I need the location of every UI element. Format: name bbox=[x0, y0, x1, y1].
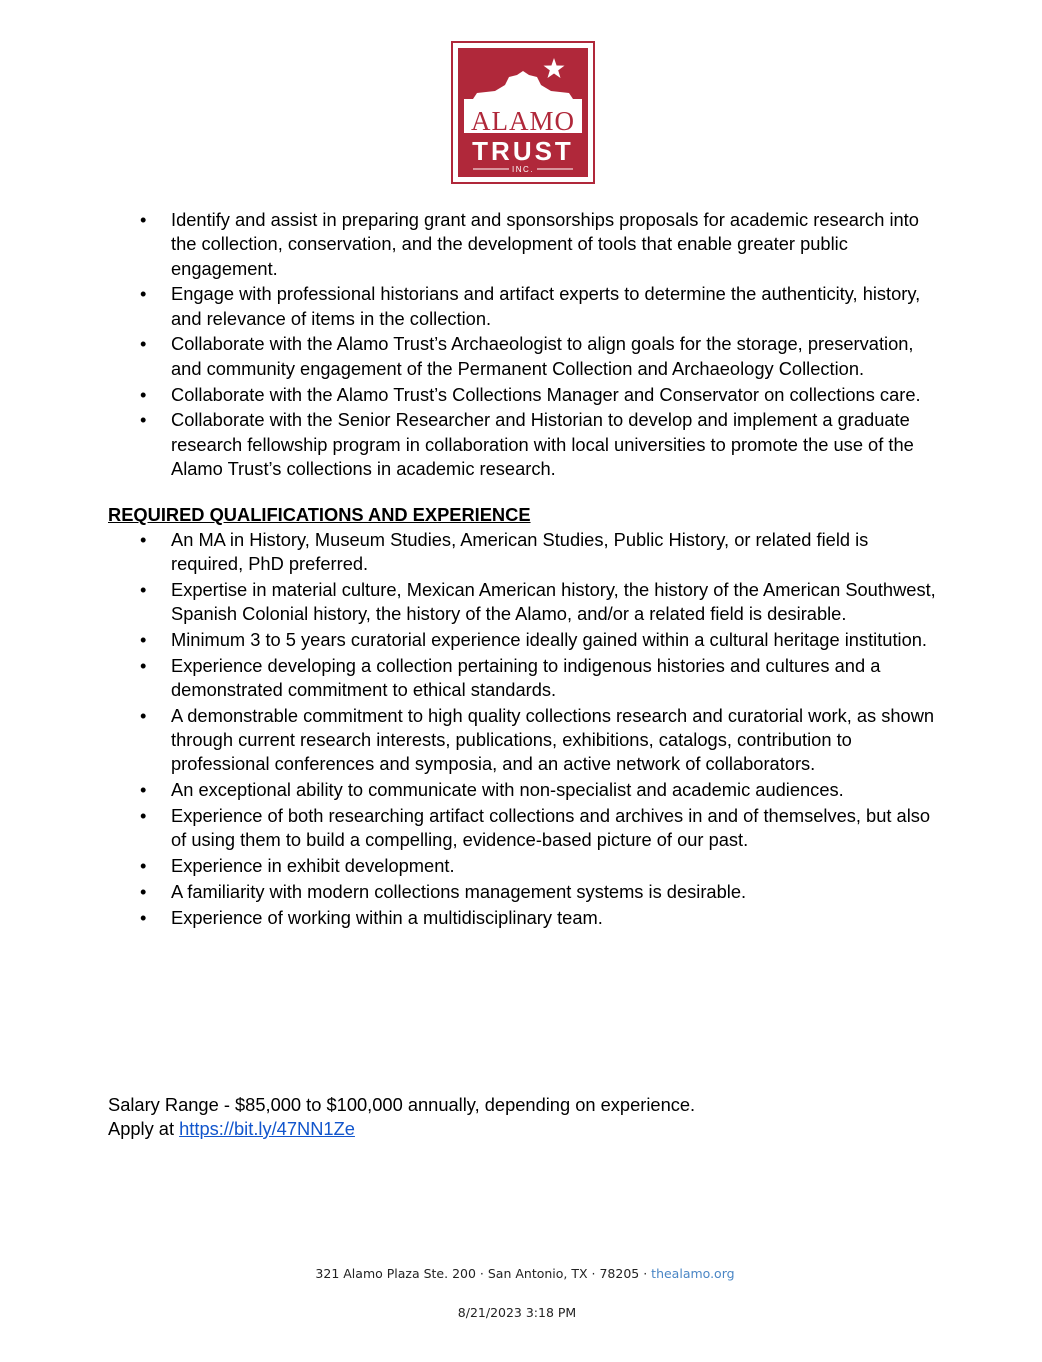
bullet-icon: • bbox=[140, 654, 147, 676]
bullet-icon: • bbox=[140, 704, 147, 726]
bullet-icon: • bbox=[140, 383, 147, 405]
list-item-text: Identify and assist in preparing grant and sponsorships proposals for academic research into the collection, conservation, and the development of tools that enable greater public engagement. bbox=[171, 209, 919, 279]
list-item-text: Expertise in material culture, Mexican American history, the history of the American Southwest, Spanish Colonial history, the history of the Alamo, and/or a related field is desirable. bbox=[171, 578, 936, 624]
list-item-text: Experience of both researching artifact collections and archives in and of themselves, but also of using them to build a compelling, evidence-based picture of our past. bbox=[171, 804, 931, 851]
logo-line2: TRUST bbox=[472, 136, 574, 166]
bullet-icon: • bbox=[140, 779, 147, 801]
alamo-trust-logo bbox=[451, 41, 595, 184]
list-item bbox=[108, 528, 938, 577]
list-item bbox=[108, 383, 938, 407]
footer-address-text: 321 Alamo Plaza Ste. 200 · San Antonio, TX · 78205 · bbox=[315, 1266, 652, 1281]
bullet-icon: • bbox=[140, 578, 147, 600]
closing-info bbox=[108, 1093, 695, 1141]
list-item bbox=[108, 804, 938, 853]
bullet-icon: • bbox=[140, 409, 147, 431]
bullet-icon: • bbox=[140, 906, 147, 928]
qualifications-list bbox=[108, 528, 938, 930]
bullet-icon: • bbox=[140, 804, 147, 826]
list-item-text: An exceptional ability to communicate with non-specialist and academic audiences. bbox=[171, 779, 844, 801]
list-item-text: Collaborate with the Senior Researcher and Historian to develop and implement a graduate research fellowship program in collaboration with local universities to promote the use of the Alamo Trust’s collections in academic research. bbox=[171, 409, 914, 479]
qualifications-heading: REQUIRED QUALIFICATIONS AND EXPERIENCE bbox=[108, 504, 531, 526]
list-item bbox=[108, 408, 938, 481]
list-item bbox=[108, 854, 938, 878]
list-item bbox=[108, 880, 938, 904]
logo-line3: INC. bbox=[512, 165, 534, 174]
list-item-text: Minimum 3 to 5 years curatorial experience ideally gained within a cultural heritage institution. bbox=[171, 628, 928, 650]
list-item bbox=[108, 628, 938, 652]
footer-date: 8/21/2023 3:18 PM bbox=[457, 1305, 577, 1320]
list-item bbox=[108, 906, 938, 930]
list-item-text: Collaborate with the Alamo Trust’s Collections Manager and Conservator on collections care. bbox=[171, 383, 921, 405]
list-item bbox=[108, 704, 938, 777]
list-item-text: A familiarity with modern collections management systems is desirable. bbox=[171, 880, 747, 902]
apply-prefix: Apply at bbox=[108, 1118, 180, 1139]
bullet-icon: • bbox=[140, 880, 147, 902]
footer-address bbox=[4, 1266, 1042, 1281]
list-item bbox=[108, 778, 938, 802]
list-item-text: Engage with professional historians and artifact experts to determine the authenticity, history, and relevance of items in the collection. bbox=[171, 283, 921, 329]
bullet-icon: • bbox=[140, 854, 147, 876]
list-item bbox=[108, 578, 938, 627]
list-item bbox=[108, 282, 938, 331]
bullet-icon: • bbox=[140, 333, 147, 355]
list-item-text: A demonstrable commitment to high quality collections research and curatorial work, as shown through current research interests, publications, exhibitions, catalogs, contribution to professional conferences and symposia, and an active network of collaborators. bbox=[171, 704, 935, 775]
responsibilities-list bbox=[108, 208, 938, 481]
salary-range: Salary Range - $85,000 to $100,000 annually, depending on experience. bbox=[108, 1094, 696, 1115]
apply-line bbox=[108, 1117, 695, 1141]
bullet-icon: • bbox=[140, 283, 147, 305]
list-item-text: Collaborate with the Alamo Trust’s Archaeologist to align goals for the storage, preservation, and community engagement of the Permanent Collection and Archaeology Collection. bbox=[171, 333, 914, 379]
list-item bbox=[108, 654, 938, 703]
bullet-icon: • bbox=[140, 528, 147, 550]
bullet-icon: • bbox=[140, 628, 147, 650]
list-item-text: Experience in exhibit development. bbox=[171, 854, 455, 876]
logo-line1: ALAMO bbox=[471, 106, 575, 136]
list-item-text: Experience of working within a multidisciplinary team. bbox=[171, 906, 603, 928]
list-item bbox=[108, 332, 938, 381]
alamo-facade-star-icon bbox=[451, 41, 595, 184]
footer-site-link[interactable]: thealamo.org bbox=[651, 1266, 735, 1281]
bullet-icon: • bbox=[140, 209, 147, 230]
list-item bbox=[108, 208, 938, 281]
list-item-text: Experience developing a collection pertaining to indigenous histories and cultures and a demonstrated commitment to ethical standards. bbox=[171, 654, 881, 700]
apply-link[interactable]: https://bit.ly/47NN1Ze bbox=[179, 1118, 355, 1139]
job-description-body bbox=[108, 208, 938, 931]
list-item-text: An MA in History, Museum Studies, American Studies, Public History, or related field is required, PhD preferred. bbox=[171, 528, 869, 574]
